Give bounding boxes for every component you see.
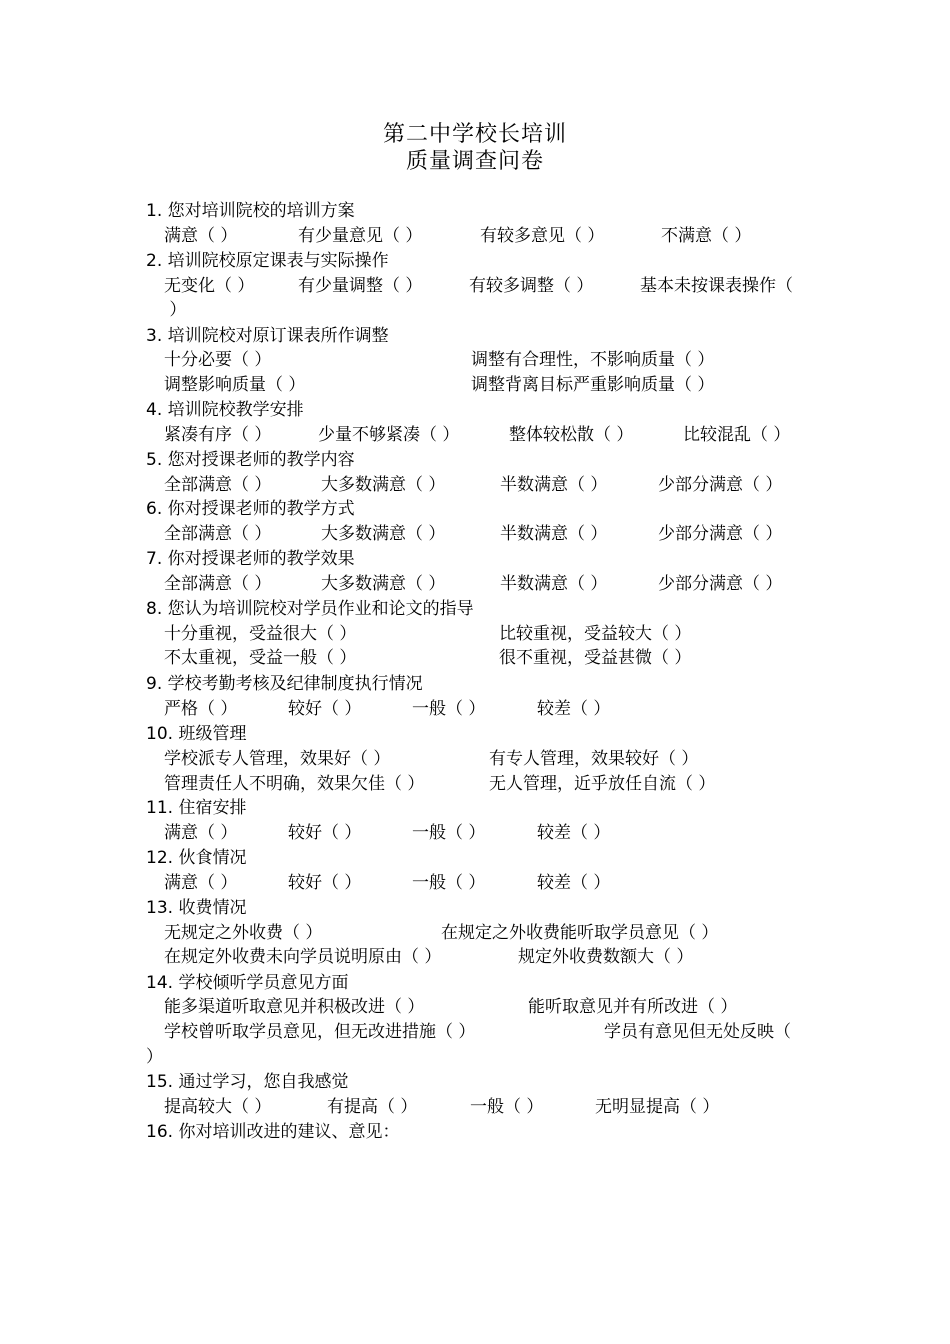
q15-option-b[interactable]: 有提高（ ）: [327, 1097, 418, 1117]
q8-option-b[interactable]: 比较重视，受益较大（ ）: [499, 624, 692, 644]
q5-option-c[interactable]: 半数满意（ ）: [500, 475, 608, 495]
q3-option-b[interactable]: 调整有合理性，不影响质量（ ）: [471, 350, 715, 370]
q14-option-c[interactable]: 学校曾听取学员意见，但无改进措施（ ）: [164, 1022, 476, 1042]
q7-option-c[interactable]: 半数满意（ ）: [500, 574, 608, 594]
question-10: 10. 班级管理: [146, 724, 247, 744]
question-5: 5. 您对授课老师的教学内容: [146, 450, 355, 470]
q7-option-d[interactable]: 少部分满意（ ）: [658, 574, 783, 594]
q1-option-b[interactable]: 有少量意见（ ）: [298, 226, 423, 246]
q14-option-d[interactable]: 学员有意见但无处反映（: [604, 1022, 791, 1042]
q12-option-b[interactable]: 较好（ ）: [288, 873, 362, 893]
q12-option-d[interactable]: 较差（ ）: [537, 873, 611, 893]
q9-option-a[interactable]: 严格（ ）: [164, 699, 238, 719]
q4-option-d[interactable]: 比较混乱（ ）: [683, 425, 791, 445]
q11-option-d[interactable]: 较差（ ）: [537, 823, 611, 843]
q11-option-a[interactable]: 满意（ ）: [164, 823, 238, 843]
q13-option-b[interactable]: 在规定之外收费能听取学员意见（ ）: [441, 923, 719, 943]
question-13: 13. 收费情况: [146, 898, 247, 918]
q6-option-d[interactable]: 少部分满意（ ）: [658, 524, 783, 544]
q4-option-b[interactable]: 少量不够紧凑（ ）: [318, 425, 460, 445]
q15-option-c[interactable]: 一般（ ）: [470, 1097, 544, 1117]
q15-option-d[interactable]: 无明显提高（ ）: [595, 1097, 720, 1117]
q10-option-a[interactable]: 学校派专人管理，效果好（ ）: [164, 749, 391, 769]
question-15: 15. 通过学习，您自我感觉: [146, 1072, 349, 1092]
survey-title-line1: 第二中学校长培训: [382, 122, 567, 147]
q9-option-b[interactable]: 较好（ ）: [288, 699, 362, 719]
q14-option-a[interactable]: 能多渠道听取意见并积极改进（ ）: [164, 997, 425, 1017]
q8-option-d[interactable]: 很不重视，受益甚微（ ）: [499, 648, 692, 668]
question-6: 6. 你对授课老师的教学方式: [146, 499, 355, 519]
q7-option-a[interactable]: 全部满意（ ）: [164, 574, 272, 594]
question-16: 16. 你对培训改进的建议、意见：: [146, 1122, 400, 1142]
q9-option-d[interactable]: 较差（ ）: [537, 699, 611, 719]
question-3: 3. 培训院校对原订课表所作调整: [146, 326, 389, 346]
q12-option-a[interactable]: 满意（ ）: [164, 873, 238, 893]
q7-option-b[interactable]: 大多数满意（ ）: [321, 574, 446, 594]
question-7: 7. 你对授课老师的教学效果: [146, 549, 355, 569]
q11-option-c[interactable]: 一般（ ）: [412, 823, 486, 843]
q5-option-d[interactable]: 少部分满意（ ）: [658, 475, 783, 495]
q12-option-c[interactable]: 一般（ ）: [412, 873, 486, 893]
q13-option-c[interactable]: 在规定外收费未向学员说明原由（ ）: [164, 947, 442, 967]
q2-option-d-wrap: ）: [164, 300, 187, 320]
q2-option-d[interactable]: 基本未按课表操作（: [640, 276, 793, 296]
q2-option-c[interactable]: 有较多调整（ ）: [469, 276, 594, 296]
question-12: 12. 伙食情况: [146, 848, 247, 868]
q8-option-c[interactable]: 不太重视，受益一般（ ）: [164, 648, 357, 668]
q5-option-b[interactable]: 大多数满意（ ）: [321, 475, 446, 495]
q2-option-b[interactable]: 有少量调整（ ）: [298, 276, 423, 296]
q6-option-c[interactable]: 半数满意（ ）: [500, 524, 608, 544]
q3-option-c[interactable]: 调整影响质量（ ）: [164, 375, 306, 395]
question-9: 9. 学校考勤考核及纪律制度执行情况: [146, 674, 423, 694]
question-2: 2. 培训院校原定课表与实际操作: [146, 251, 389, 271]
question-8: 8. 您认为培训院校对学员作业和论文的指导: [146, 599, 474, 619]
question-11: 11. 住宿安排: [146, 798, 247, 818]
q8-option-a[interactable]: 十分重视，受益很大（ ）: [164, 624, 357, 644]
q4-option-a[interactable]: 紧凑有序（ ）: [164, 425, 272, 445]
q10-option-b[interactable]: 有专人管理，效果较好（ ）: [489, 749, 699, 769]
q11-option-b[interactable]: 较好（ ）: [288, 823, 362, 843]
q10-option-c[interactable]: 管理责任人不明确，效果欠佳（ ）: [164, 774, 425, 794]
q9-option-c[interactable]: 一般（ ）: [412, 699, 486, 719]
survey-title-line2: 质量调查问卷: [405, 149, 544, 174]
q10-option-d[interactable]: 无人管理，近乎放任自流（ ）: [489, 774, 716, 794]
question-14: 14. 学校倾听学员意见方面: [146, 973, 349, 993]
q1-option-d[interactable]: 不满意（ ）: [661, 226, 752, 246]
q13-option-d[interactable]: 规定外收费数额大（ ）: [518, 947, 694, 967]
q2-option-a[interactable]: 无变化（ ）: [164, 276, 255, 296]
question-1: 1. 您对培训院校的培训方案: [146, 201, 355, 221]
q13-option-a[interactable]: 无规定之外收费（ ）: [164, 923, 323, 943]
q3-option-d[interactable]: 调整背离目标严重影响质量（ ）: [471, 375, 715, 395]
q14-option-d-wrap: ）: [146, 1047, 163, 1067]
q14-option-b[interactable]: 能听取意见并有所改进（ ）: [528, 997, 738, 1017]
q3-option-a[interactable]: 十分必要（ ）: [164, 350, 272, 370]
q6-option-b[interactable]: 大多数满意（ ）: [321, 524, 446, 544]
q6-option-a[interactable]: 全部满意（ ）: [164, 524, 272, 544]
q1-option-a[interactable]: 满意（ ）: [164, 226, 238, 246]
q4-option-c[interactable]: 整体较松散（ ）: [509, 425, 634, 445]
question-4: 4. 培训院校教学安排: [146, 400, 304, 420]
q15-option-a[interactable]: 提高较大（ ）: [164, 1097, 272, 1117]
q5-option-a[interactable]: 全部满意（ ）: [164, 475, 272, 495]
q1-option-c[interactable]: 有较多意见（ ）: [480, 226, 605, 246]
